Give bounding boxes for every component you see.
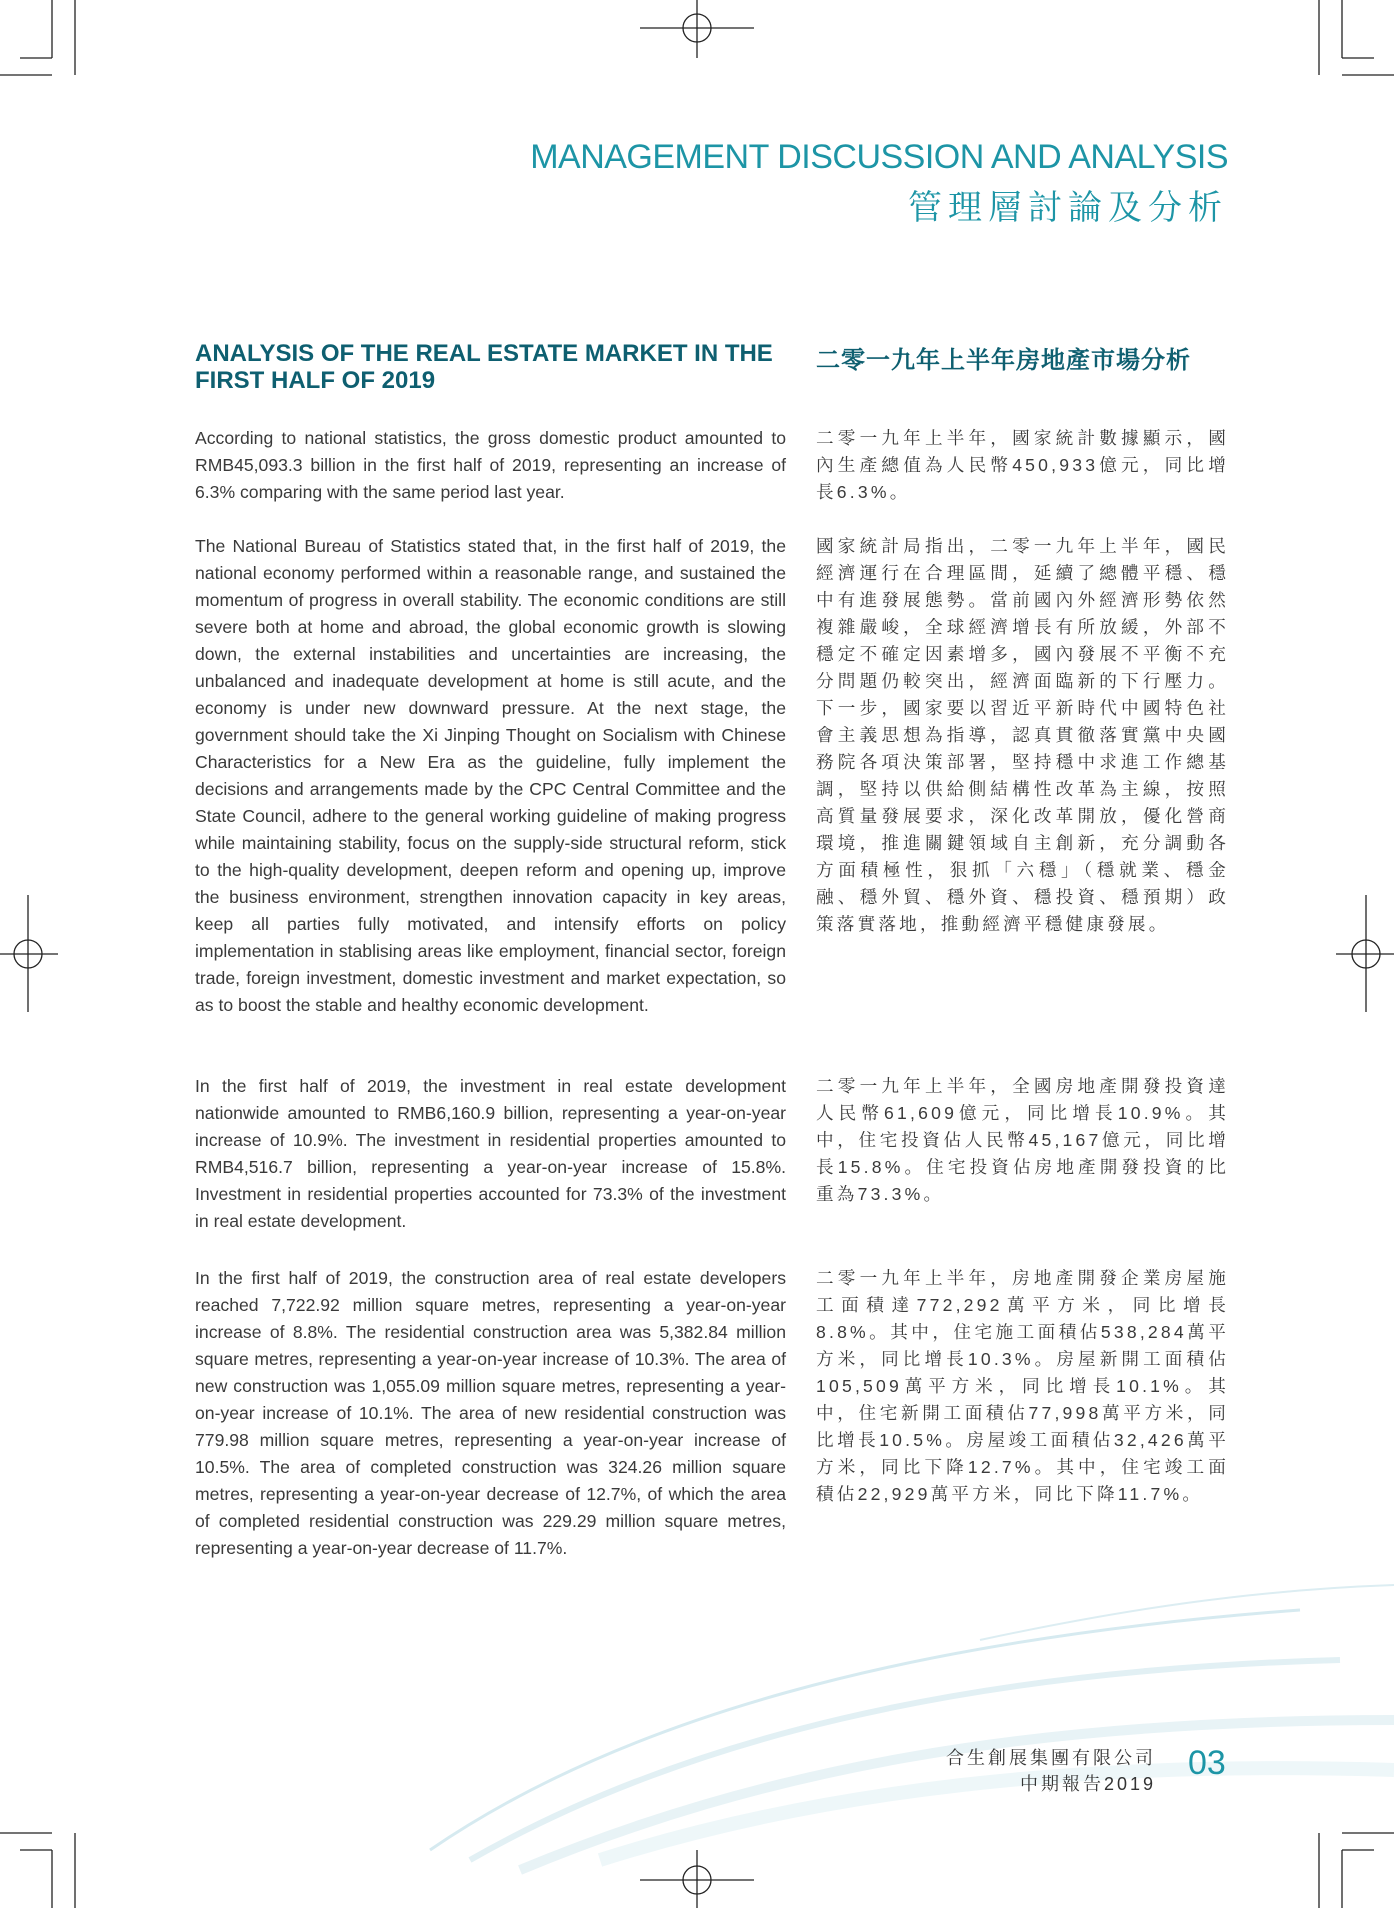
section-title-zh: 二零一九年上半年房地產市場分析 [816,347,1191,374]
paragraph-construction-en: In the first half of 2019, the construction area of real estate developers reached 7,722.92 million square metres, representing a year-on-year increase of 8.8%. The residential construction area was 5,382.84 million square metres, representing a year-on-year increase of 10.3%. The area of new construction was 1,055.09 million square metres, representing a year-on-year increase of 10.1%. The area of new residential construction was 779.98 million square metres, representing a year-on-year increase of 10.5%. The area of completed construction was 324.26 million square metres, representing a year-on-year decrease of 12.7%, of which the area of completed residential construction was 229.29 million square metres, representing a year-on-year decrease of 11.7%. [195,1268,786,1558]
registration-mark-bottom [640,1850,754,1908]
paragraph-gdp-en: According to national statistics, the gross domestic product amounted to RMB45,093.3 billion in the first half of 2019, representing an increase of 6.3% comparing with the same period last year. [195,428,786,502]
paragraph-gdp-zh: 二零一九年上半年，國家統計數據顯示，國內生產總值為人民幣450,933億元，同比增長6.3%。 [816,428,1229,502]
footer-company-name: 合生創展集團有限公司 [946,1748,1156,1768]
paragraph-investment-en: In the first half of 2019, the investment in real estate development nationwide amounted to RMB6,160.9 billion, representing a year-on-year increase of 10.9%. The investment in residential properties amounted to RMB4,516.7 billion, representing a year-on-year increase of 15.8%. Investment in residential properties accounted for 73.3% of the investment in real estate development. [195,1076,786,1231]
header-title-en: MANAGEMENT DISCUSSION AND ANALYSIS [530,138,1228,176]
paragraph-economy-zh: 國家統計局指出，二零一九年上半年，國民經濟運行在合理區間，延續了總體平穩、穩中有進發展態勢。當前國內外經濟形勢依然複雜嚴峻，全球經濟增長有所放緩，外部不穩定不確定因素增多，國內發展不平衡不充分問題仍較突出，經濟面臨新的下行壓力。下一步，國家要以習近平新時代中國特色社會主義思想為指導，認真貫徹落實黨中央國務院各項決策部署，堅持穩中求進工作總基調，堅持以供給側結構性改革為主線，按照高質量發展要求，深化改革開放，優化營商環境，推進關鍵領域自主創新，充分調動各方面積極性，狠抓「六穩」（穩就業、穩金融、穩外貿、穩外資、穩投資、穩預期）政策落實落地，推動經濟平穩健康發展。 [816,536,1229,934]
header-title-zh: 管理層討論及分析 [908,189,1228,227]
paragraph-investment-zh: 二零一九年上半年，全國房地產開發投資達人民幣61,609億元，同比增長10.9%。其中，住宅投資佔人民幣45,167億元，同比增長15.8%。住宅投資佔房地產開發投資的比重為73.3%。 [816,1076,1229,1204]
background-swoosh [430,1585,1394,1870]
footer-report-title: 中期報告2019 [1019,1774,1156,1794]
section-title-en: ANALYSIS OF THE REAL ESTATE MARKET IN THE FIRST HALF OF 2019 [195,340,773,394]
paragraph-construction-zh: 二零一九年上半年，房地產開發企業房屋施工面積達772,292萬平方米，同比增長8.8%。其中，住宅施工面積佔538,284萬平方米，同比增長10.3%。房屋新開工面積佔105,509萬平方米，同比增長10.1%。其中，住宅新開工面積佔77,998萬平方米，同比增長10.5%。房屋竣工面積佔32,426萬平方米，同比下降12.7%。其中，住宅竣工面積佔22,929萬平方米，同比下降11.7%。 [816,1268,1229,1504]
registration-mark-left [0,895,58,1012]
registration-mark-right [1336,895,1394,1012]
registration-mark-top [640,0,754,58]
page-number: 03 [1188,1744,1226,1782]
paragraph-economy-en: The National Bureau of Statistics stated that, in the first half of 2019, the national economy performed within a reasonable range, and sustained the momentum of progress in overall stability. The economic conditions are still severe both at home and abroad, the global economic growth is slowing down, the external instabilities and uncertainties are increasing, the unbalanced and inadequate development at home is still acute, and the economy is under new downward pressure. At the next stage, the government should take the Xi Jinping Thought on Socialism with Chinese Characteristics for a New Era as the guideline, fully implement the decisions and arrangements made by the CPC Central Committee and the State Council, adhere to the general working guideline of making progress while maintaining stability, focus on the supply-side structural reform, stick to the high-quality development, deepen reform and opening up, improve the business environment, strengthen innovation capacity in key areas, keep all parties fully motivated, and intensify efforts on policy implementation in stablising areas like employment, financial sector, foreign trade, foreign investment, domestic investment and market expectation, so as to boost the stable and healthy economic development. [195,536,786,1015]
